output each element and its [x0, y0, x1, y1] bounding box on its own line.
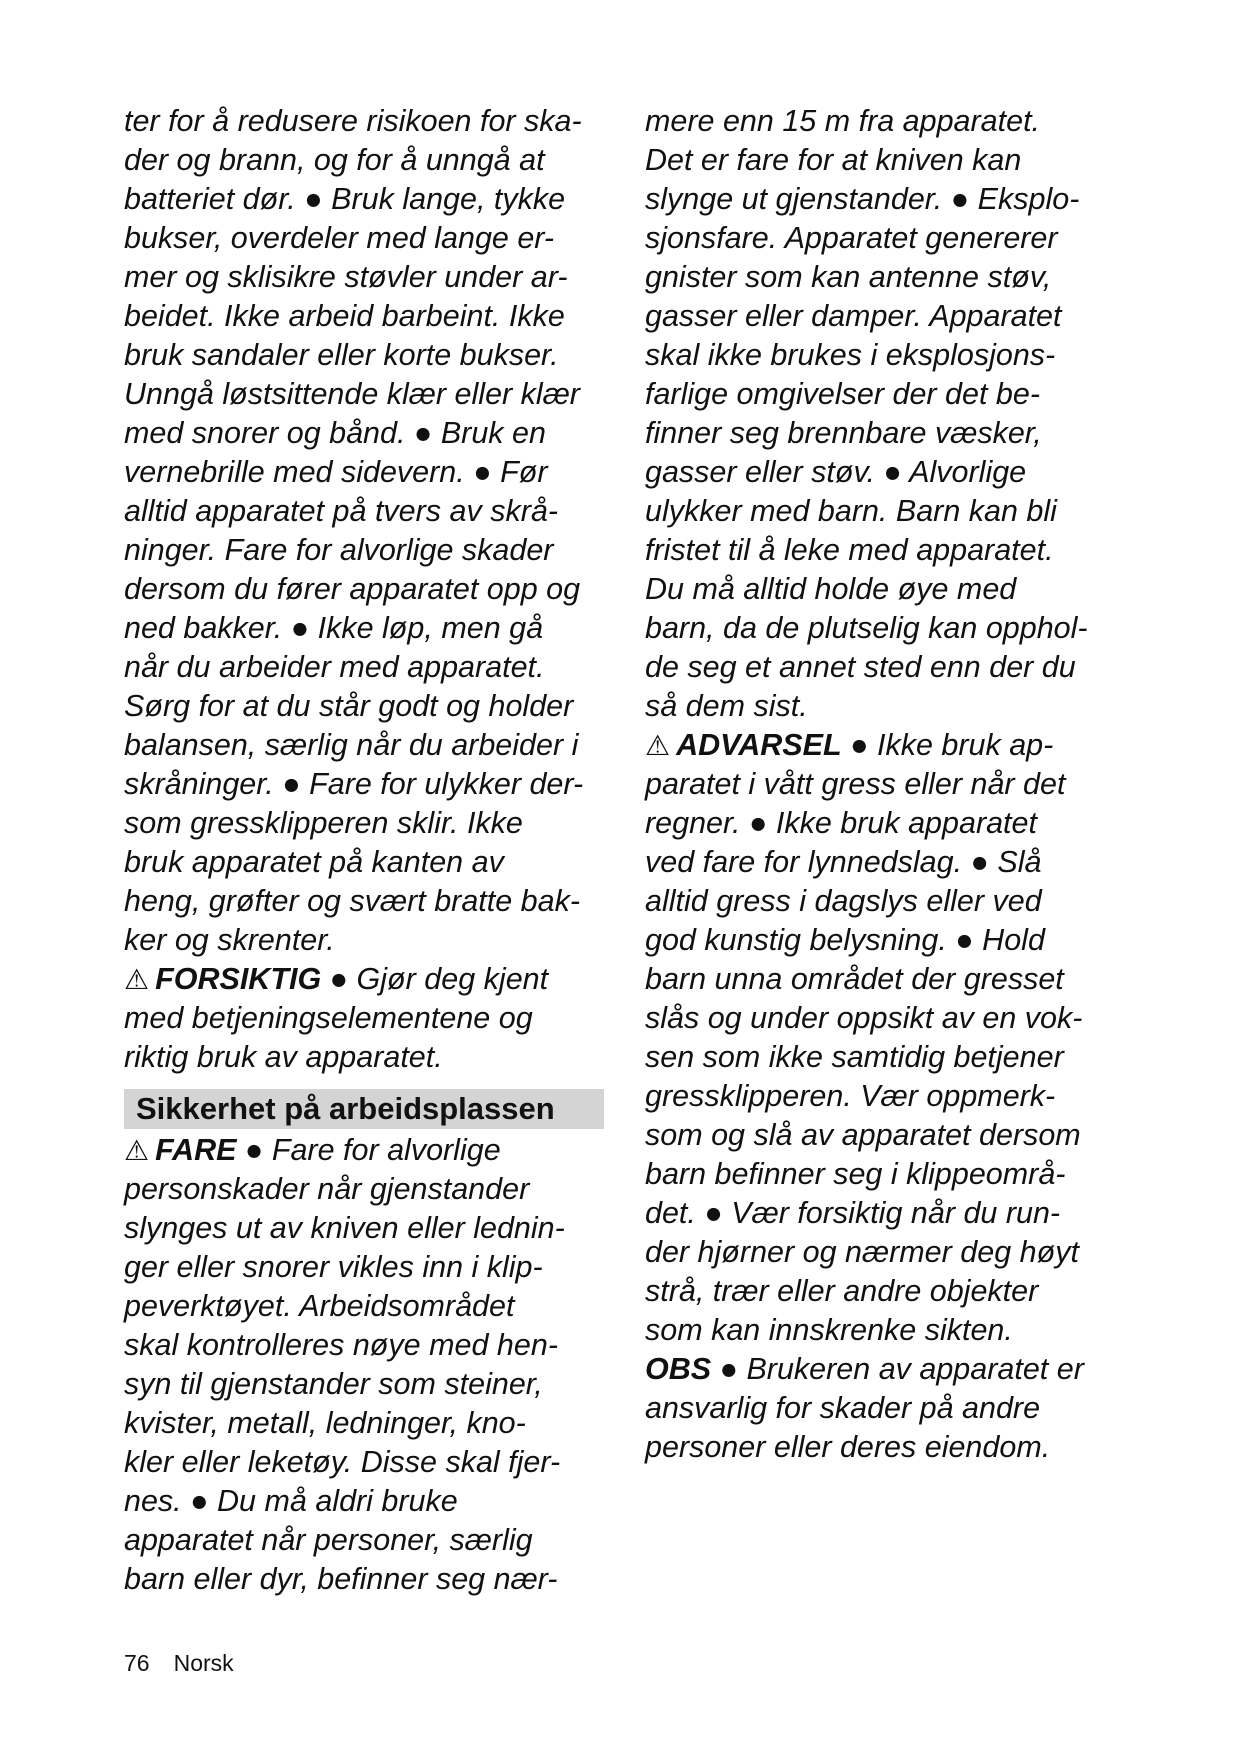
text-line: ger eller snorer vikles inn i klip-	[124, 1250, 543, 1284]
page-number: 76	[124, 1650, 150, 1676]
left-paragraph-3	[124, 1170, 604, 1599]
text-line: peverktøyet. Arbeidsområdet	[124, 1289, 515, 1323]
left-paragraph-2	[124, 999, 604, 1077]
text-line: skal kontrolleres nøye med hen-	[124, 1328, 558, 1362]
text-line: kvister, metall, ledninger, kno-	[124, 1406, 526, 1440]
text-line: finner seg brennbare væsker,	[645, 416, 1042, 450]
text-line: god kunstig belysning. ● Hold	[645, 923, 1045, 957]
text-line: skal ikke brukes i eksplosjons-	[645, 338, 1056, 372]
text-line: bruk sandaler eller korte bukser.	[124, 338, 559, 372]
text-line: der hjørner og nærmer deg høyt	[645, 1235, 1079, 1269]
text-line: som gressklipperen sklir. Ikke	[124, 806, 523, 840]
text-line: skråninger. ● Fare for ulykker der-	[124, 767, 584, 801]
text-line: nes. ● Du må aldri bruke	[124, 1484, 458, 1518]
text-line: batteriet dør. ● Bruk lange, tykke	[124, 182, 566, 216]
advarsel-line	[645, 726, 1125, 765]
text-line: bruk apparatet på kanten av	[124, 845, 504, 879]
text-line: slynges ut av kniven eller lednin-	[124, 1211, 565, 1245]
forsiktig-line	[124, 960, 604, 999]
text-line: Du må alltid holde øye med	[645, 572, 1017, 606]
text-line: beidet. Ikke arbeid barbeint. Ikke	[124, 299, 565, 333]
right-paragraph-2	[645, 765, 1125, 1350]
text-line: dersom du fører apparatet opp og	[124, 572, 581, 606]
text-line: alltid apparatet på tvers av skrå-	[124, 494, 558, 528]
text-line: regner. ● Ikke bruk apparatet	[645, 806, 1037, 840]
text-line: barn unna området der gresset	[645, 962, 1064, 996]
left-column	[124, 102, 604, 1599]
warning-triangle-icon: ⚠	[124, 964, 150, 995]
fare-label: FARE	[155, 1133, 237, 1167]
text-line: gasser eller damper. Apparatet	[645, 299, 1062, 333]
text-line: slås og under oppsikt av en vok-	[645, 1001, 1083, 1035]
obs-line	[645, 1350, 1125, 1389]
forsiktig-text: ● Gjør deg kjent	[321, 962, 549, 996]
text-line: ninger. Fare for alvorlige skader	[124, 533, 554, 567]
left-paragraph-1	[124, 102, 604, 960]
text-line: med betjeningselementene og	[124, 1001, 533, 1035]
text-line: fristet til å leke med apparatet.	[645, 533, 1054, 567]
text-line: heng, grøfter og svært bratte bak-	[124, 884, 581, 918]
text-line: ned bakker. ● Ikke løp, men gå	[124, 611, 544, 645]
text-line: ansvarlig for skader på andre	[645, 1391, 1041, 1425]
text-line: apparatet når personer, særlig	[124, 1523, 533, 1557]
text-line: bukser, overdeler med lange er-	[124, 221, 555, 255]
text-line: gressklipperen. Vær oppmerk-	[645, 1079, 1056, 1113]
text-line: syn til gjenstander som steiner,	[124, 1367, 543, 1401]
text-line: balansen, særlig når du arbeider i	[124, 728, 579, 762]
fare-line	[124, 1131, 604, 1170]
text-line: paratet i vått gress eller når det	[645, 767, 1066, 801]
text-line: slynge ut gjenstander. ● Eksplo-	[645, 182, 1080, 216]
text-line: personskader når gjenstander	[124, 1172, 530, 1206]
footer-language: Norsk	[173, 1650, 234, 1676]
text-line: barn befinner seg i klippeområ-	[645, 1157, 1066, 1191]
obs-text: ● Brukeren av apparatet er	[711, 1352, 1084, 1386]
text-line: ulykker med barn. Barn kan bli	[645, 494, 1057, 528]
text-line: strå, trær eller andre objekter	[645, 1274, 1039, 1308]
text-line: det. ● Vær forsiktig når du run-	[645, 1196, 1061, 1230]
text-line: mer og sklisikre støvler under ar-	[124, 260, 568, 294]
advarsel-label: ADVARSEL	[676, 728, 842, 762]
section-heading: Sikkerhet på arbeidsplassen	[124, 1089, 604, 1129]
text-line: gnister som kan antenne støv,	[645, 260, 1052, 294]
text-line: barn, da de plutselig kan opphol-	[645, 611, 1088, 645]
right-paragraph-3	[645, 1389, 1125, 1467]
text-line: alltid gress i dagslys eller ved	[645, 884, 1042, 918]
text-line: sjonsfare. Apparatet genererer	[645, 221, 1058, 255]
text-line: så dem sist.	[645, 689, 808, 723]
right-column	[645, 102, 1125, 1467]
page-footer	[124, 1650, 258, 1677]
text-line: Unngå løstsittende klær eller klær	[124, 377, 580, 411]
forsiktig-label: FORSIKTIG	[155, 962, 322, 996]
text-line: barn eller dyr, befinner seg nær-	[124, 1562, 558, 1596]
text-line: som kan innskrenke sikten.	[645, 1313, 1013, 1347]
text-line: der og brann, og for å unngå at	[124, 143, 545, 177]
text-line: riktig bruk av apparatet.	[124, 1040, 443, 1074]
warning-triangle-icon: ⚠	[124, 1135, 150, 1166]
text-line: gasser eller støv. ● Alvorlige	[645, 455, 1027, 489]
advarsel-text: ● Ikke bruk ap-	[841, 728, 1054, 762]
text-line: ved fare for lynnedslag. ● Slå	[645, 845, 1042, 879]
text-line: farlige omgivelser der det be-	[645, 377, 1040, 411]
text-line: ter for å redusere risikoen for ska-	[124, 104, 582, 138]
text-line: med snorer og bånd. ● Bruk en	[124, 416, 546, 450]
text-line: de seg et annet sted enn der du	[645, 650, 1076, 684]
text-line: når du arbeider med apparatet.	[124, 650, 545, 684]
text-line: mere enn 15 m fra apparatet.	[645, 104, 1041, 138]
warning-triangle-icon: ⚠	[645, 730, 671, 761]
obs-label: OBS	[645, 1352, 712, 1386]
text-line: sen som ikke samtidig betjener	[645, 1040, 1064, 1074]
text-line: personer eller deres eiendom.	[645, 1430, 1051, 1464]
text-line: Det er fare for at kniven kan	[645, 143, 1022, 177]
right-paragraph-1	[645, 102, 1125, 726]
text-line: ker og skrenter.	[124, 923, 335, 957]
text-line: kler eller leketøy. Disse skal fjer-	[124, 1445, 561, 1479]
text-line: som og slå av apparatet dersom	[645, 1118, 1081, 1152]
text-line: vernebrille med sidevern. ● Før	[124, 455, 548, 489]
text-line: Sørg for at du står godt og holder	[124, 689, 574, 723]
fare-text: ● Fare for alvorlige	[236, 1133, 501, 1167]
